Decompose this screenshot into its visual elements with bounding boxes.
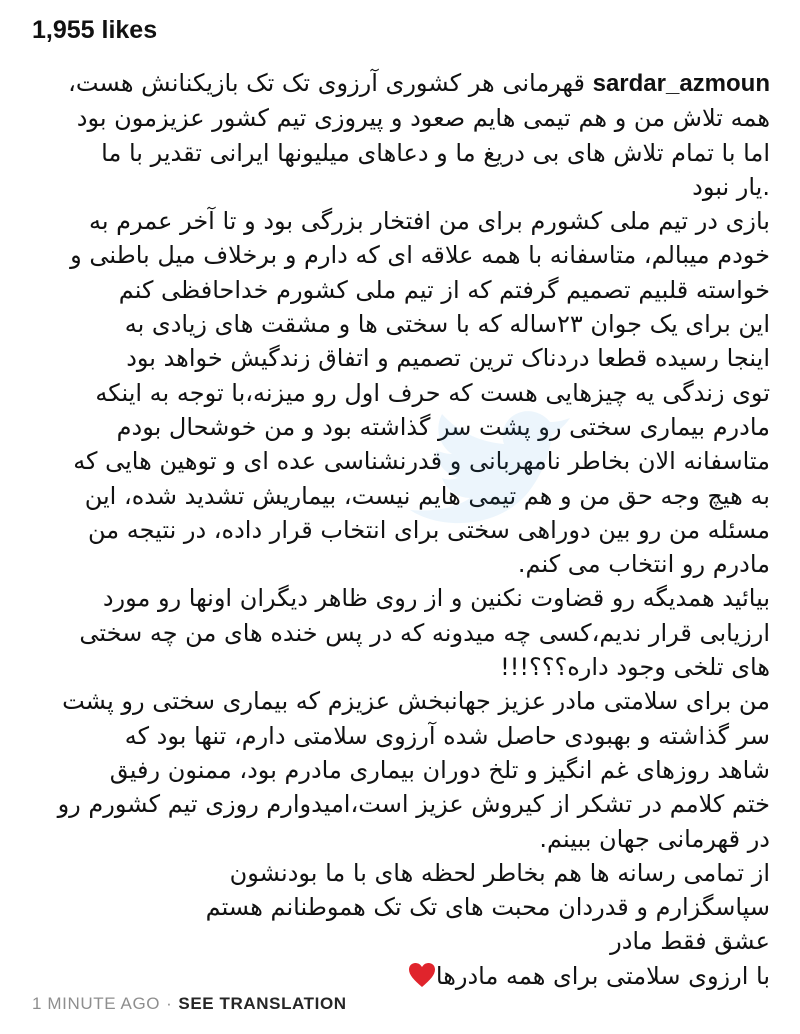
- caption-line: [30, 924, 770, 958]
- heart-icon: [408, 962, 436, 988]
- caption-body: [30, 101, 770, 993]
- caption-line-text: توی زندگی یه چیزهایی هست که حرف اول رو میزنه،با توجه به اینکه: [95, 378, 770, 407]
- caption-line-text: متاسفانه الان بخاطر نامهربانی و قدرنشناسی عده ای و توهین هایی که: [73, 447, 770, 476]
- caption-line-text: مادرم رو انتخاب می کنم.: [517, 550, 770, 579]
- caption-text-first: قهرمانی هر کشوری آرزوی تک تک بازیکنانش هست،: [68, 69, 585, 97]
- see-translation-button[interactable]: SEE TRANSLATION: [178, 994, 347, 1013]
- caption-line: [30, 856, 770, 890]
- caption-line-text: ختم کلامم در تشکر از کیروش عزیز است،امیدوارم روزی تیم کشورم رو: [57, 790, 770, 819]
- caption-line: [30, 101, 770, 135]
- caption-line: [30, 341, 770, 375]
- caption-line-text: .یار نبود: [692, 172, 770, 201]
- caption-line-text: خواسته قلبیم تصمیم گرفتم که از تیم ملی کشورم خداحافظی کنم: [118, 275, 770, 304]
- caption-line: [30, 136, 770, 170]
- caption-line-text: خودم میبالم، متاسفانه با همه علاقه ای که دارم و برخلاف میل باطنی و: [70, 241, 770, 270]
- caption-line: [30, 753, 770, 787]
- caption-line-text: در قهرمانی جهان ببینم.: [539, 824, 770, 853]
- caption-line: [30, 238, 770, 272]
- caption-line-text: با ارزوی سلامتی برای همه مادرها: [435, 961, 770, 990]
- caption-line: [30, 170, 770, 204]
- caption-line-text: عشق فقط مادر: [610, 927, 770, 956]
- caption-line: [30, 787, 770, 821]
- caption-line: [30, 890, 770, 924]
- caption-line-text: به هیچ وجه حق من و هم تیمی هایم نیست، بیماریش تشدید شده، این: [84, 481, 770, 510]
- caption-line: [30, 307, 770, 341]
- caption-line-text: ارزیابی قرار ندیم،کسی چه میدونه که در پس خنده های من چه سختی: [79, 618, 770, 647]
- caption-line: [30, 410, 770, 444]
- caption-line: [30, 719, 770, 753]
- caption-line: [30, 273, 770, 307]
- caption-line-text: اینجا رسیده قطعا دردناک ترین تصمیم و اتفاق زندگیش خواهد بود: [126, 344, 770, 373]
- caption-line-text: من برای سلامتی مادر عزیز جهانبخش عزیزم که بیماری سختی رو پشت: [62, 687, 770, 716]
- caption-first-line: [30, 66, 770, 101]
- caption-line-text: سپاسگزارم و قدردان محبت های تک تک هموطنانم هستم: [205, 893, 770, 922]
- caption-line: [30, 513, 770, 547]
- caption-line: [30, 547, 770, 581]
- caption-line: [30, 376, 770, 410]
- caption-line-text: سر گذاشته و بهبودی حاصل شده آرزوی سلامتی دارم، تنها بود که: [124, 721, 770, 750]
- post-caption: [30, 66, 770, 993]
- caption-line: [30, 616, 770, 650]
- caption-line: [30, 581, 770, 615]
- post-footer: [32, 993, 347, 1015]
- caption-line: [30, 444, 770, 478]
- caption-line-text: از تمامی رسانه ها هم بخاطر لحظه های با ما بودنشون: [229, 858, 770, 887]
- separator-dot: ·: [166, 994, 173, 1013]
- caption-line-text: بازی در تیم ملی کشورم برای من افتخار بزرگی بود و تا آخر عمرم به: [89, 207, 770, 236]
- caption-line: [30, 650, 770, 684]
- caption-line-text: همه تلاش من و هم تیمی هایم صعود و پیروزی تیم کشور عزیزمون بود: [76, 104, 770, 133]
- post-timestamp: 1 MINUTE AGO: [32, 994, 161, 1013]
- caption-line: [30, 479, 770, 513]
- caption-line: [30, 959, 770, 993]
- caption-line: [30, 684, 770, 718]
- caption-line-text: مسئله من رو بین دوراهی سختی برای انتخاب قرار داده، در نتیجه من: [87, 515, 770, 544]
- likes-count[interactable]: 1,955 likes: [32, 16, 158, 44]
- username-link[interactable]: sardar_azmoun: [592, 70, 770, 97]
- caption-line: [30, 822, 770, 856]
- caption-line-text: بیائید همدیگه رو قضاوت نکنین و از روی ظاهر دیگران اونها رو مورد: [102, 584, 770, 613]
- caption-line-text: مادرم بیماری سختی رو پشت سر گذاشته بود و من خوشحال بودم: [116, 412, 770, 441]
- caption-line-text: شاهد روزهای غم انگیز و تلخ دوران بیماری مادرم بود، ممنون رفیق: [109, 755, 770, 784]
- caption-line-text: این برای یک جوان ۲۳ساله که با سختی ها و مشقت های زیادی به: [124, 310, 770, 339]
- caption-line-text: های تلخی وجود داره؟؟؟!!!: [500, 653, 770, 682]
- caption-line-text: اما با تمام تلاش های بی دریغ ما و دعاهای میلیونها ایرانی تقدیر با ما: [101, 138, 770, 167]
- caption-line: [30, 204, 770, 238]
